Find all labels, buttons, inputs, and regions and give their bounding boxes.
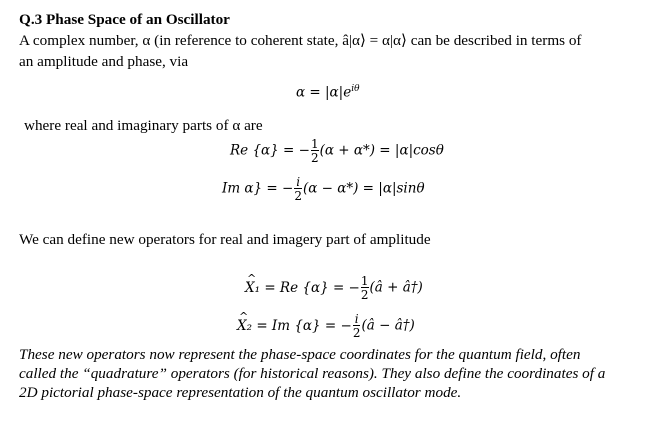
equation-x1-operator	[245, 275, 423, 301]
equation-real-frac-num: 1	[310, 137, 319, 151]
equation-x2-rhs: (â − â†)	[361, 317, 415, 334]
equation-x2-operator	[237, 313, 415, 339]
equation-imag-fraction	[294, 176, 302, 202]
where-line: where real and imaginary parts of α are	[24, 117, 263, 134]
equation-x1-lhs: ^ X₁ = Re {α} = −	[245, 280, 360, 296]
define-line: We can define new operators for real and imagery part of amplitude	[19, 231, 431, 248]
intro-line-2: an amplitude and phase, via	[19, 53, 189, 70]
equation-x1-fraction	[361, 275, 369, 301]
equation-imag-rhs: (α − α*) = |α|sinθ	[302, 180, 425, 197]
equation-x1-frac-num: 1	[360, 274, 369, 288]
intro-line-1: A complex number, α (in reference to coherent state, â|α⟩ = α|α⟩ can be described in terms of	[19, 32, 582, 49]
closing-line-2: called the “quadrature” operators (for historical reasons). They also define the coordinates of a	[19, 365, 606, 382]
equation-imag-frac-den: 2	[294, 189, 302, 203]
closing-line-1: These new operators now represent the phase-space coordinates for the quantum field, often	[19, 346, 581, 363]
equation-imag-frac-num: i	[296, 175, 301, 189]
equation-alpha-polar	[296, 81, 360, 101]
equation-x1-frac-den: 2	[360, 288, 369, 302]
equation-x2-frac-num: i	[354, 312, 359, 326]
equation-alpha-text: α = |α|e	[296, 84, 352, 101]
equation-imaginary-part	[222, 176, 425, 202]
equation-real-fraction	[311, 138, 319, 164]
equation-real-rhs: (α + α*) = |α|cosθ	[319, 142, 444, 159]
question-title: Q.3 Phase Space of an Oscillator	[19, 11, 230, 28]
equation-x2-lhs: ^ X₂ = Im {α} = −	[237, 318, 352, 334]
equation-x1-rhs: (â + â†)	[369, 279, 423, 296]
equation-imag-lhs: Im α} = −	[222, 180, 294, 197]
equation-real-part	[230, 138, 444, 164]
equation-alpha-exponent: iθ	[351, 84, 360, 94]
equation-real-frac-den: 2	[310, 151, 319, 165]
equation-x2-frac-den: 2	[352, 326, 361, 340]
equation-x2-fraction	[353, 313, 361, 339]
closing-line-3: 2D pictorial phase-space representation of the quantum oscillator mode.	[19, 384, 462, 401]
equation-real-lhs: Re {α} = −	[230, 142, 310, 159]
